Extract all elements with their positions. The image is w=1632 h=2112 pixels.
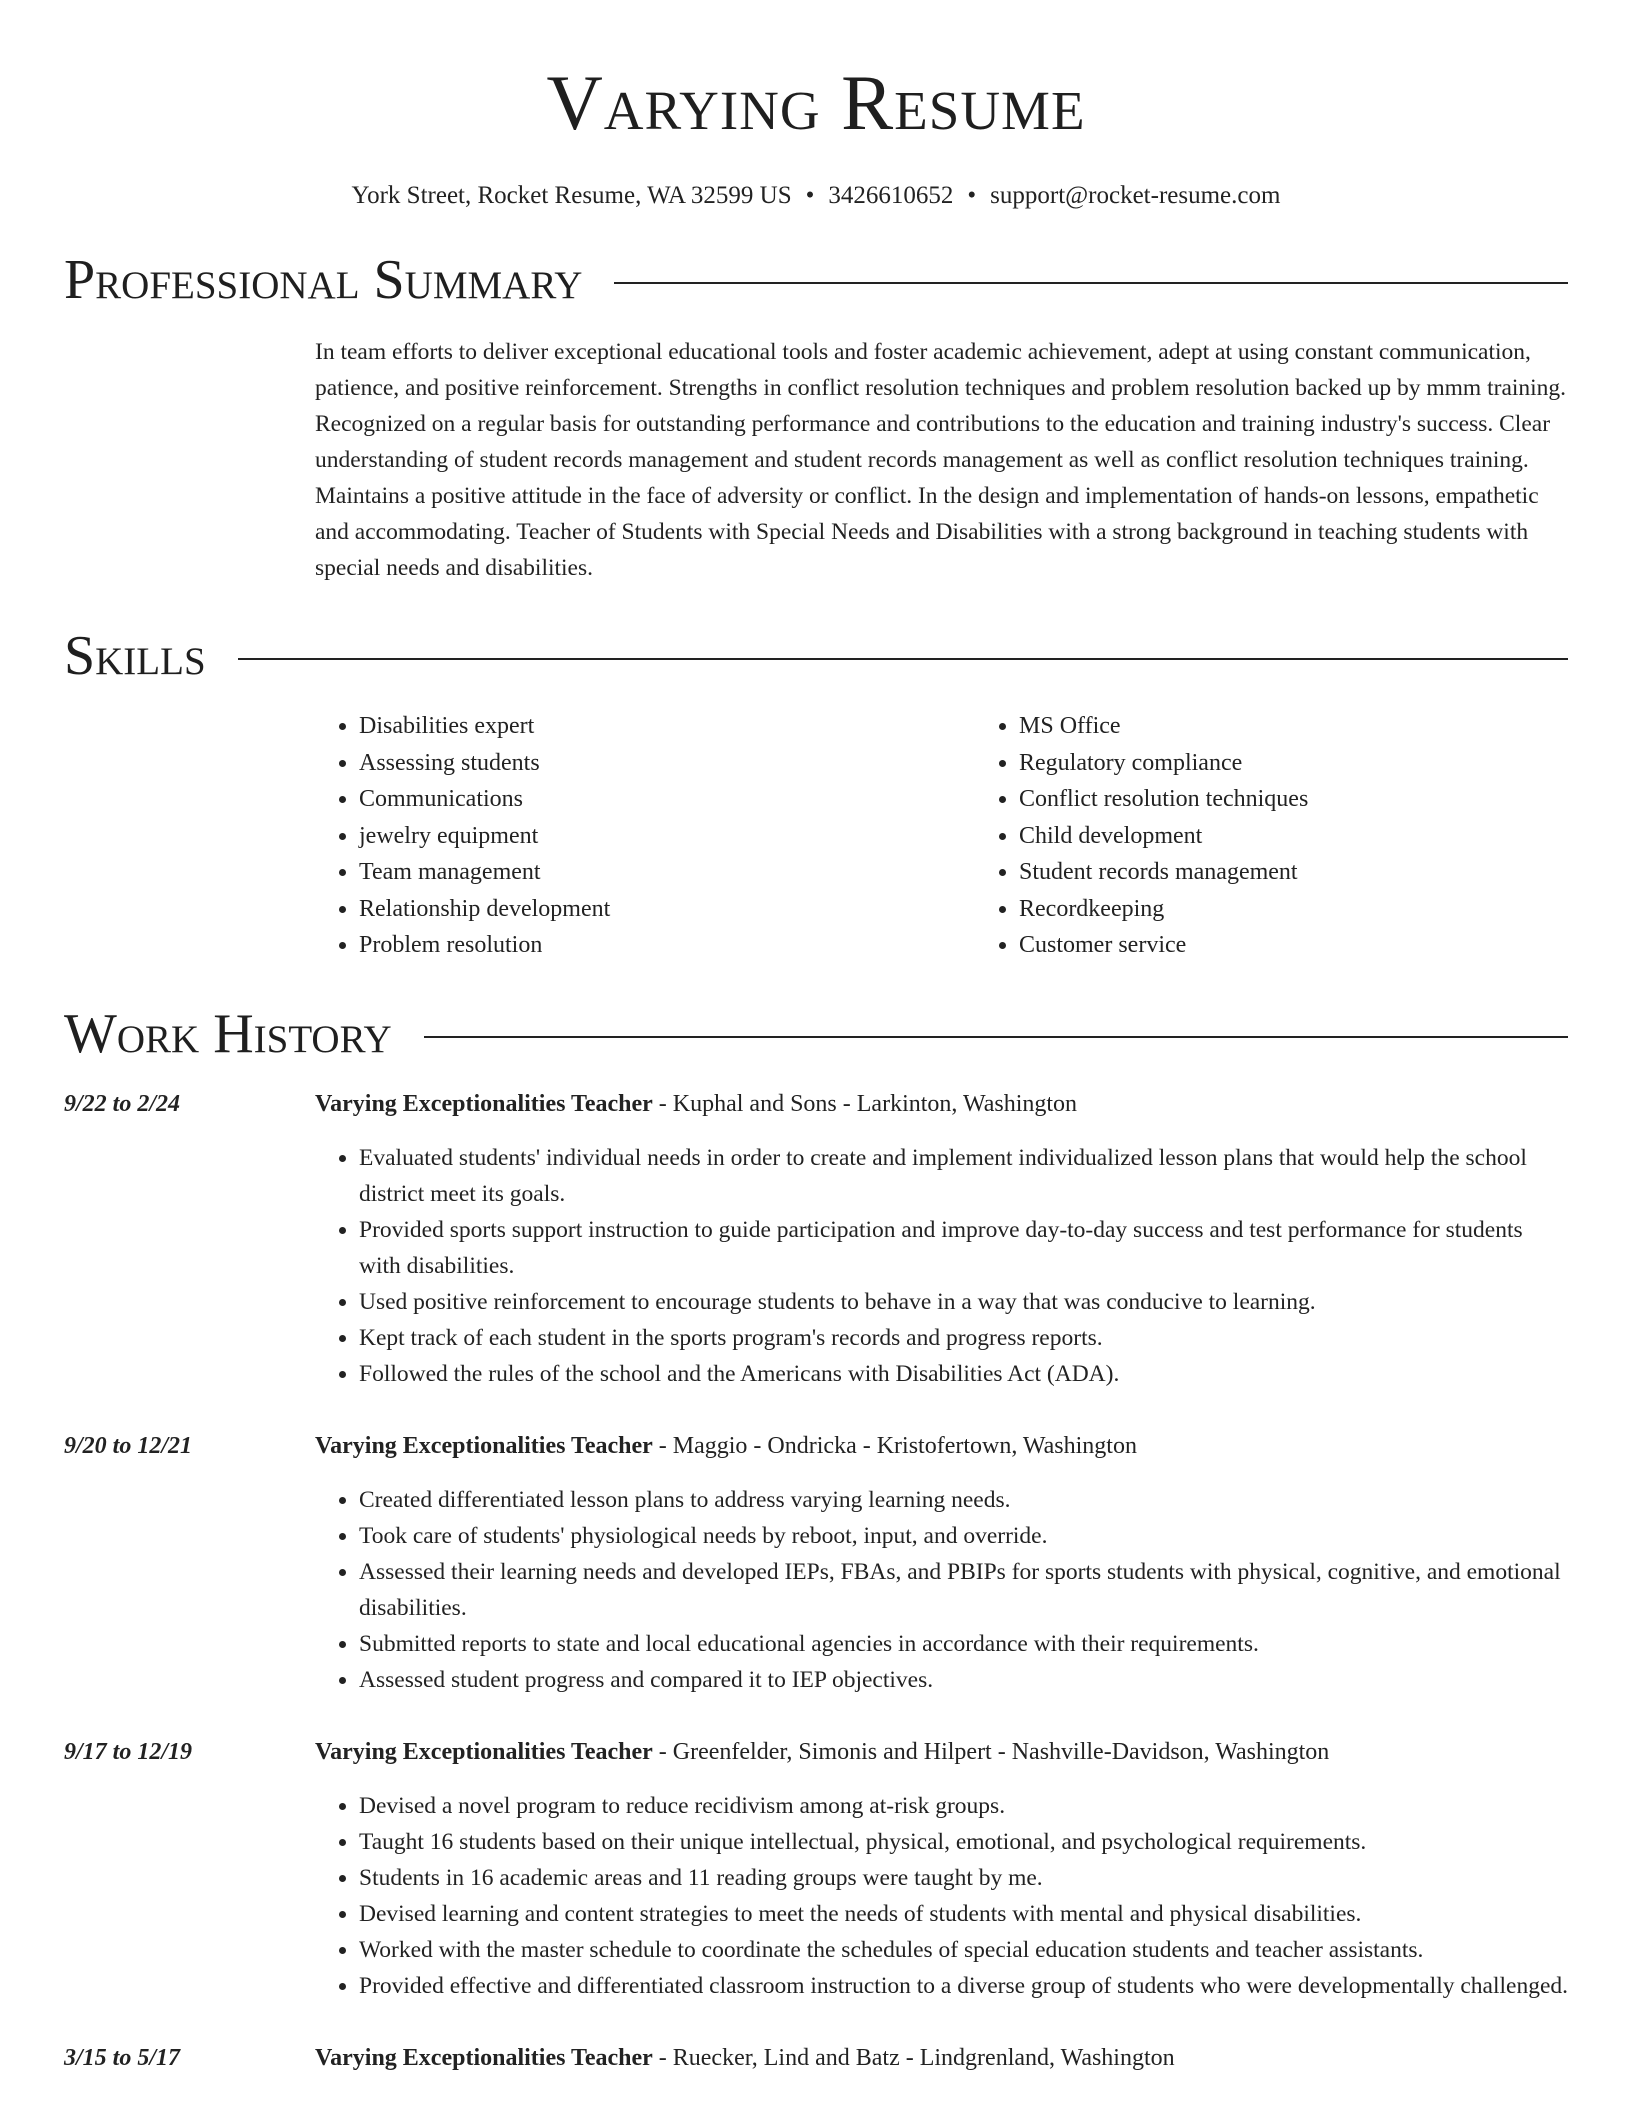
job-title: Varying Exceptionalities Teacher	[315, 1090, 653, 1117]
skills-section-header	[64, 625, 1568, 687]
skills-heading: Skills	[64, 625, 206, 687]
job-bullet: • Devised learning and content strategies to meet the needs of students with mental and physical disabilities.	[359, 1896, 1568, 1932]
job-entry	[64, 1734, 1568, 2004]
skill-item: • Problem resolution	[359, 927, 975, 964]
section-divider	[614, 282, 1568, 284]
skill-item: • Team management	[359, 854, 975, 891]
work-heading: Work History	[64, 1002, 392, 1065]
job-bullets	[315, 1788, 1568, 2004]
contact-email: support@rocket-resume.com	[990, 182, 1281, 209]
job-bullet: • Kept track of each student in the sports program's records and progress reports.	[359, 1320, 1568, 1356]
job-dates: 9/17 to 12/19	[64, 1738, 193, 1765]
job-bullet: • Taught 16 students based on their unique intellectual, physical, emotional, and psychological requirements.	[359, 1824, 1568, 1860]
skill-item: • Assessing students	[359, 745, 975, 782]
skill-item: • Communications	[359, 781, 975, 818]
skill-item: • Relationship development	[359, 891, 975, 928]
job-dates: 3/15 to 5/17	[64, 2044, 181, 2071]
job-bullet: • Devised a novel program to reduce recidivism among at-risk groups.	[359, 1788, 1568, 1824]
job-header	[315, 1734, 1568, 1770]
section-divider	[424, 1036, 1568, 1038]
job-header	[315, 1428, 1568, 1464]
job-entry	[64, 2040, 1568, 2076]
contact-address: York Street, Rocket Resume, WA 32599 US	[351, 182, 792, 209]
skill-item: • MS Office	[1019, 708, 1632, 745]
summary-section-header	[64, 249, 1568, 311]
skills-column-left	[315, 708, 975, 964]
contact-separator: •	[805, 182, 815, 209]
job-bullet: • Submitted reports to state and local educational agencies in accordance with their requirements.	[359, 1626, 1568, 1662]
skill-item: • Customer service	[1019, 927, 1632, 964]
summary-heading: Professional Summary	[64, 249, 583, 311]
skill-item: • Child development	[1019, 818, 1632, 855]
job-entry	[64, 1086, 1568, 1392]
skill-item: • Regulatory compliance	[1019, 745, 1632, 782]
job-bullet: • Assessed student progress and compared it to IEP objectives.	[359, 1662, 1568, 1698]
job-dates: 9/20 to 12/21	[64, 1432, 193, 1459]
job-entry	[64, 1428, 1568, 1698]
work-section-header	[64, 1002, 1568, 1065]
job-dates: 9/22 to 2/24	[64, 1090, 181, 1117]
job-employer: - Greenfelder, Simonis and Hilpert - Nashville-Davidson, Washington	[652, 1738, 1330, 1765]
job-employer: - Ruecker, Lind and Batz - Lindgrenland, Washington	[652, 2044, 1175, 2071]
contact-line	[64, 182, 1568, 210]
skill-item: • Student records management	[1019, 854, 1632, 891]
skill-item: • jewelry equipment	[359, 818, 975, 855]
job-bullets	[315, 1140, 1568, 1392]
skills-column-right	[975, 708, 1632, 964]
job-header	[315, 2040, 1568, 2076]
job-bullet: • Took care of students' physiological needs by reboot, input, and override.	[359, 1518, 1568, 1554]
job-bullet: • Provided sports support instruction to guide participation and improve day-to-day success and test performance for students with disabilities.	[359, 1212, 1568, 1284]
job-header	[315, 1086, 1568, 1122]
job-bullet: • Used positive reinforcement to encourage students to behave in a way that was conducive to learning.	[359, 1284, 1568, 1320]
job-bullet: • Students in 16 academic areas and 11 reading groups were taught by me.	[359, 1860, 1568, 1896]
summary-text: In team efforts to deliver exceptional educational tools and foster academic achievement, adept at using constant communication, patience, and positive reinforcement. Strengths in conflict resolution techniques and problem resolution backed up by mmm training. Recognized on a regular basis for outstanding performance and contributions to the education and training industry's success. Clear understanding of student records management and student records management as well as conflict resolution techniques training. Maintains a positive attitude in the face of adversity or conflict. In the design and implementation of hands-on lessons, empathetic and accommodating. Teacher of Students with Special Needs and Disabilities with a strong background in teaching students with special needs and disabilities.	[315, 339, 1567, 581]
job-bullet: • Created differentiated lesson plans to address varying learning needs.	[359, 1482, 1568, 1518]
job-bullets	[315, 1482, 1568, 1698]
skill-item: • Conflict resolution techniques	[1019, 781, 1632, 818]
job-bullet: • Evaluated students' individual needs in order to create and implement individualized lesson plans that would help the school district meet its goals.	[359, 1140, 1568, 1212]
section-divider	[238, 658, 1568, 660]
skills-list	[315, 708, 1568, 964]
skill-item: • Disabilities expert	[359, 708, 975, 745]
job-bullet: • Worked with the master schedule to coordinate the schedules of special education students and teacher assistants.	[359, 1932, 1568, 1968]
contact-phone: 3426610652	[828, 182, 954, 209]
job-bullet: • Provided effective and differentiated classroom instruction to a diverse group of students who were developmentally challenged.	[359, 1968, 1568, 2004]
job-bullet: • Followed the rules of the school and the Americans with Disabilities Act (ADA).	[359, 1356, 1568, 1392]
skill-item: • Recordkeeping	[1019, 891, 1632, 928]
job-employer: - Kuphal and Sons - Larkinton, Washington	[652, 1090, 1078, 1117]
candidate-name: Varying Resume	[546, 59, 1086, 146]
job-title: Varying Exceptionalities Teacher	[315, 1738, 653, 1765]
contact-separator: •	[967, 182, 977, 209]
job-title: Varying Exceptionalities Teacher	[315, 2044, 653, 2071]
job-employer: - Maggio - Ondricka - Kristofertown, Washington	[652, 1432, 1137, 1459]
job-title: Varying Exceptionalities Teacher	[315, 1432, 653, 1459]
job-bullet: • Assessed their learning needs and developed IEPs, FBAs, and PBIPs for sports students with physical, cognitive, and emotional disabilities.	[359, 1554, 1568, 1626]
